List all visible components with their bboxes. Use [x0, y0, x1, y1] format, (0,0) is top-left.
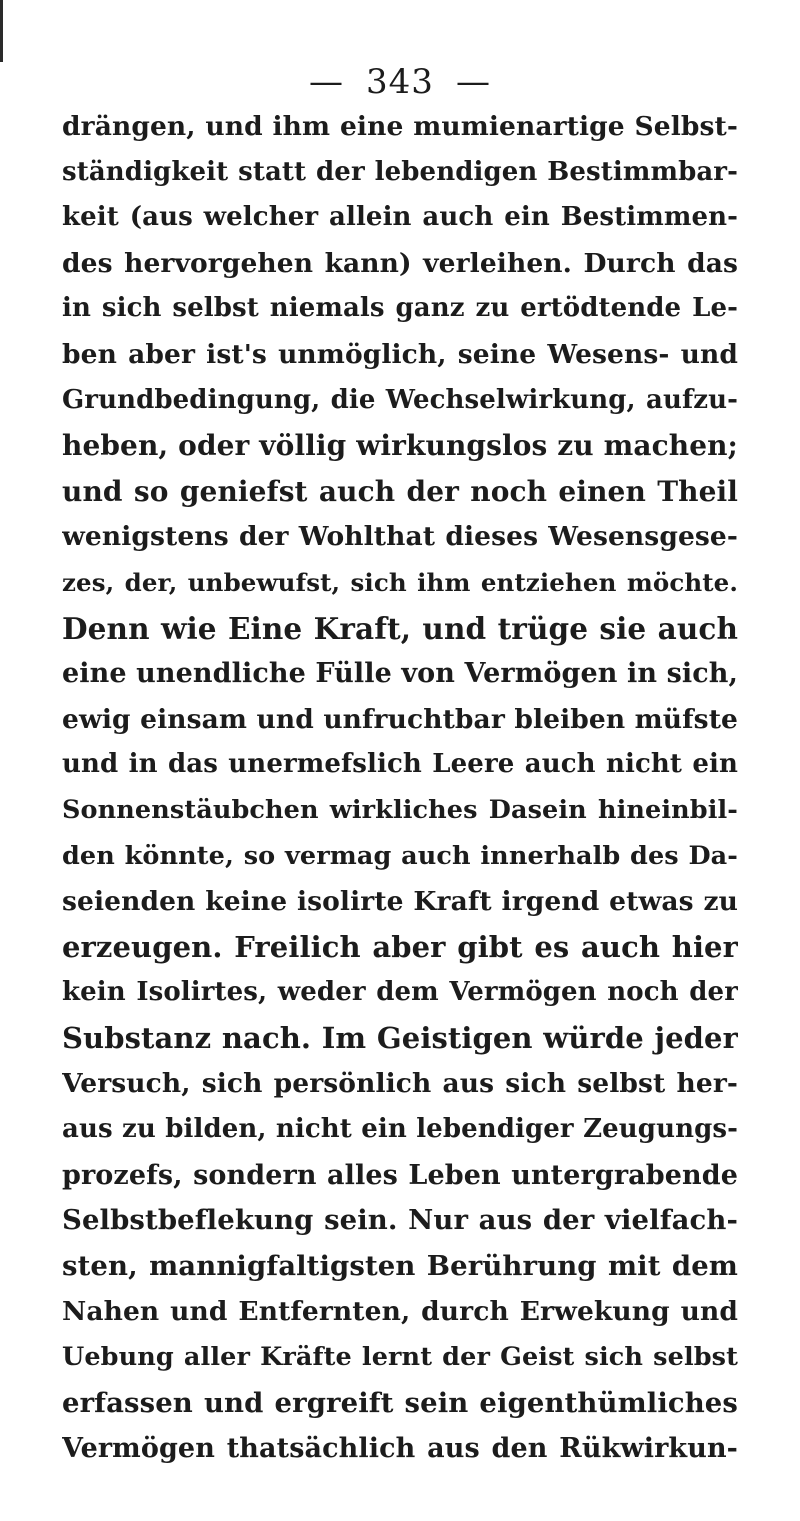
text-line: drängen, und ihm eine mumienartige Selbst- [62, 111, 738, 142]
text-line: Grundbedingung, die Wechselwirkung, aufzu- [62, 384, 738, 415]
text-line: Selbstbeflekung sein. Nur aus der vielfach- [62, 1204, 738, 1237]
text-line: Denn wie Eine Kraft, und trüge sie auch [62, 610, 738, 646]
text-line: Sonnenstäubchen wirkliches Dasein hineinbil- [62, 794, 738, 825]
text-line: sten, mannigfaltigsten Berührung mit dem [62, 1249, 738, 1282]
text-line: Versuch, sich persönlich aus sich selbst her- [62, 1068, 738, 1100]
text-line: den könnte, so vermag auch innerhalb des Da- [62, 840, 738, 871]
page-number: 343 [366, 62, 434, 102]
text-line: erfassen und ergreift sein eigenthümliches [62, 1386, 738, 1419]
text-line: in sich selbst niemals ganz zu ertödtende Le- [62, 293, 738, 324]
body-text [62, 104, 738, 1472]
text-line: keit (aus welcher allein auch ein Bestimmen- [62, 202, 738, 233]
header-dash-left: — [309, 62, 345, 102]
text-line: ständigkeit statt der lebendigen Bestimmbar- [62, 156, 738, 187]
text-line: zes, der, unbewufst, sich ihm entziehen möchte. [62, 567, 738, 597]
text-line: kein Isolirtes, weder dem Vermögen noch der [62, 977, 738, 1008]
text-line: prozefs, sondern alles Leben untergrabende [62, 1159, 738, 1191]
text-line: wenigstens der Wohlthat dieses Wesensgese- [62, 521, 738, 553]
text-line: Uebung aller Kräfte lernt der Geist sich selbst [62, 1342, 738, 1373]
text-line: erzeugen. Freilich aber gibt es auch hier [62, 929, 738, 964]
page-header [0, 62, 800, 102]
text-line: des hervorgehen kann) verleihen. Durch das [62, 247, 738, 279]
text-line: heben, oder völlig wirkungslos zu machen; [62, 429, 738, 463]
text-line: und in das unermefslich Leere auch nicht ein [62, 749, 738, 780]
scan-edge-mark [0, 0, 3, 62]
text-line: ewig einsam und unfruchtbar bleiben müfste [62, 703, 738, 735]
text-line: Substanz nach. Im Geistigen würde jeder [62, 1020, 738, 1055]
text-line: ben aber ist's unmöglich, seine Wesens- und [62, 338, 738, 370]
text-line: aus zu bilden, nicht ein lebendiger Zeugungs- [62, 1114, 738, 1145]
text-line: eine unendliche Fülle von Vermögen in sich, [62, 658, 738, 690]
text-line: und so geniefst auch der noch einen Theil [62, 474, 738, 508]
text-line: Nahen und Entfernten, durch Erwekung und [62, 1296, 738, 1328]
text-line: seienden keine isolirte Kraft irgend etwas zu [62, 886, 738, 918]
text-line: Vermögen thatsächlich aus den Rükwirkun- [62, 1433, 738, 1465]
header-dash-right: — [455, 62, 491, 102]
